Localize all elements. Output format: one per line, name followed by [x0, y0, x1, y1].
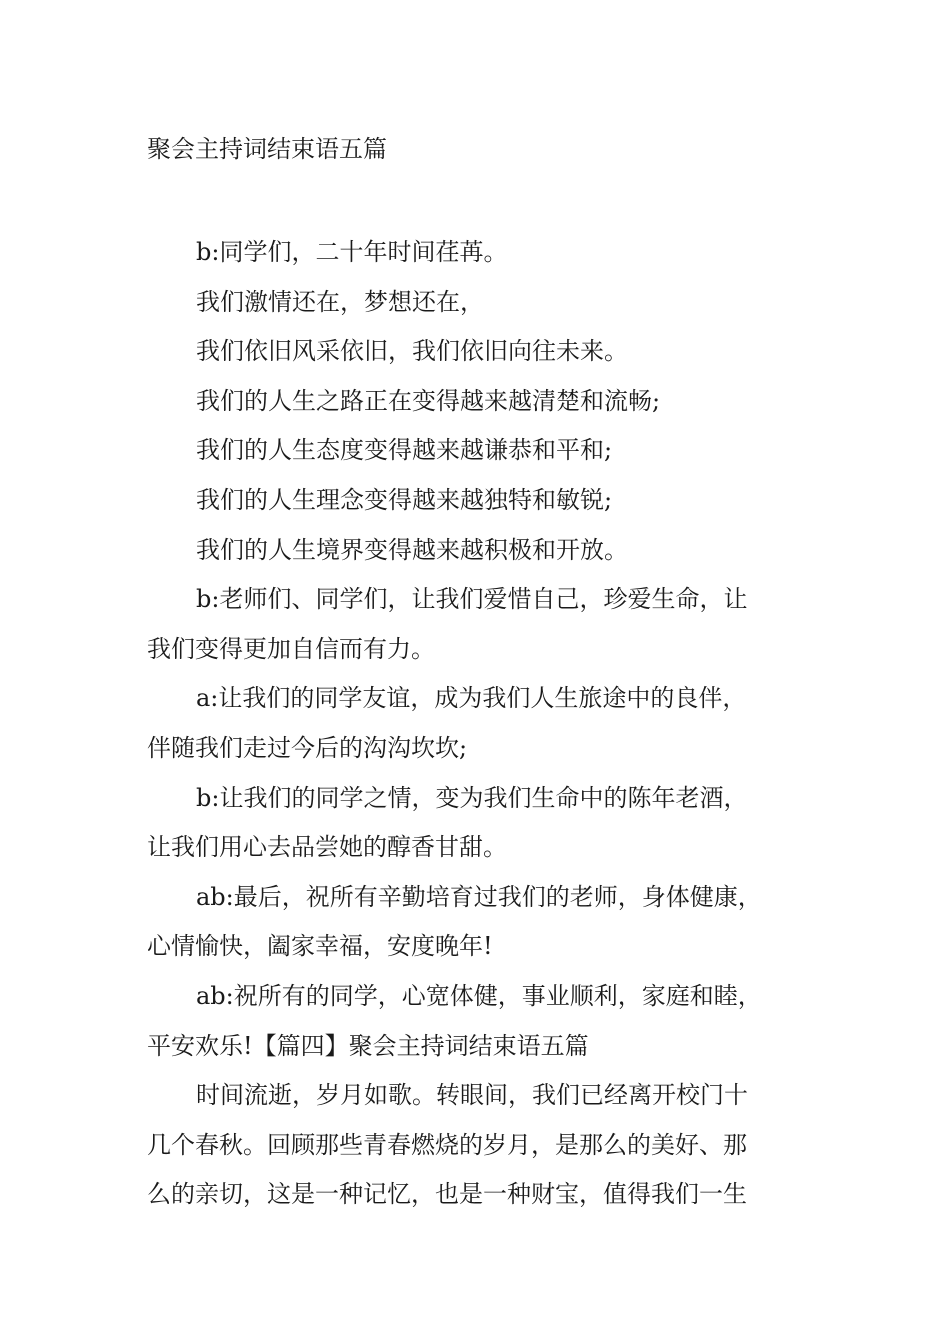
text-line: 时间流逝，岁月如歌。转眼间，我们已经离开校门十	[196, 1081, 748, 1110]
text-line: 么的亲切，这是一种记忆，也是一种财宝，值得我们一生	[147, 1180, 747, 1209]
text-line: ab:祝所有的同学，心宽体健，事业顺利，家庭和睦，	[196, 981, 762, 1010]
document-body	[147, 228, 817, 1220]
text-line: b:让我们的同学之情，变为我们生命中的陈年老酒，	[196, 783, 748, 812]
text-line: a:让我们的同学友谊，成为我们人生旅途中的良伴，	[196, 684, 747, 713]
text-line: 伴随我们走过今后的沟沟坎坎;	[147, 733, 468, 762]
text-line: ab:最后，祝所有辛勤培育过我们的老师，身体健康，	[196, 882, 762, 911]
text-line: 我们的人生理念变得越来越独特和敏锐;	[196, 485, 613, 514]
document-title: 聚会主持词结束语五篇	[147, 135, 387, 163]
text-line: 我们变得更加自信而有力。	[147, 634, 435, 663]
text-line: 我们依旧风采依旧，我们依旧向往未来。	[196, 337, 628, 366]
text-line: 我们激情还在，梦想还在，	[196, 287, 484, 316]
text-line: b:老师们、同学们，让我们爱惜自己，珍爱生命，让	[196, 585, 748, 614]
text-line: 我们的人生之路正在变得越来越清楚和流畅;	[196, 386, 661, 415]
text-line: b:同学们，二十年时间荏苒。	[196, 238, 508, 266]
text-line: 我们的人生境界变得越来越积极和开放。	[196, 535, 628, 564]
text-line: 几个春秋。回顾那些青春燃烧的岁月，是那么的美好、那	[147, 1130, 747, 1159]
text-line: 让我们用心去品尝她的醇香甘甜。	[147, 833, 507, 862]
text-line: 平安欢乐!【篇四】聚会主持词结束语五篇	[147, 1031, 589, 1060]
text-line: 心情愉快，阖家幸福，安度晚年!	[147, 932, 493, 961]
text-line: 我们的人生态度变得越来越谦恭和平和;	[196, 436, 613, 465]
